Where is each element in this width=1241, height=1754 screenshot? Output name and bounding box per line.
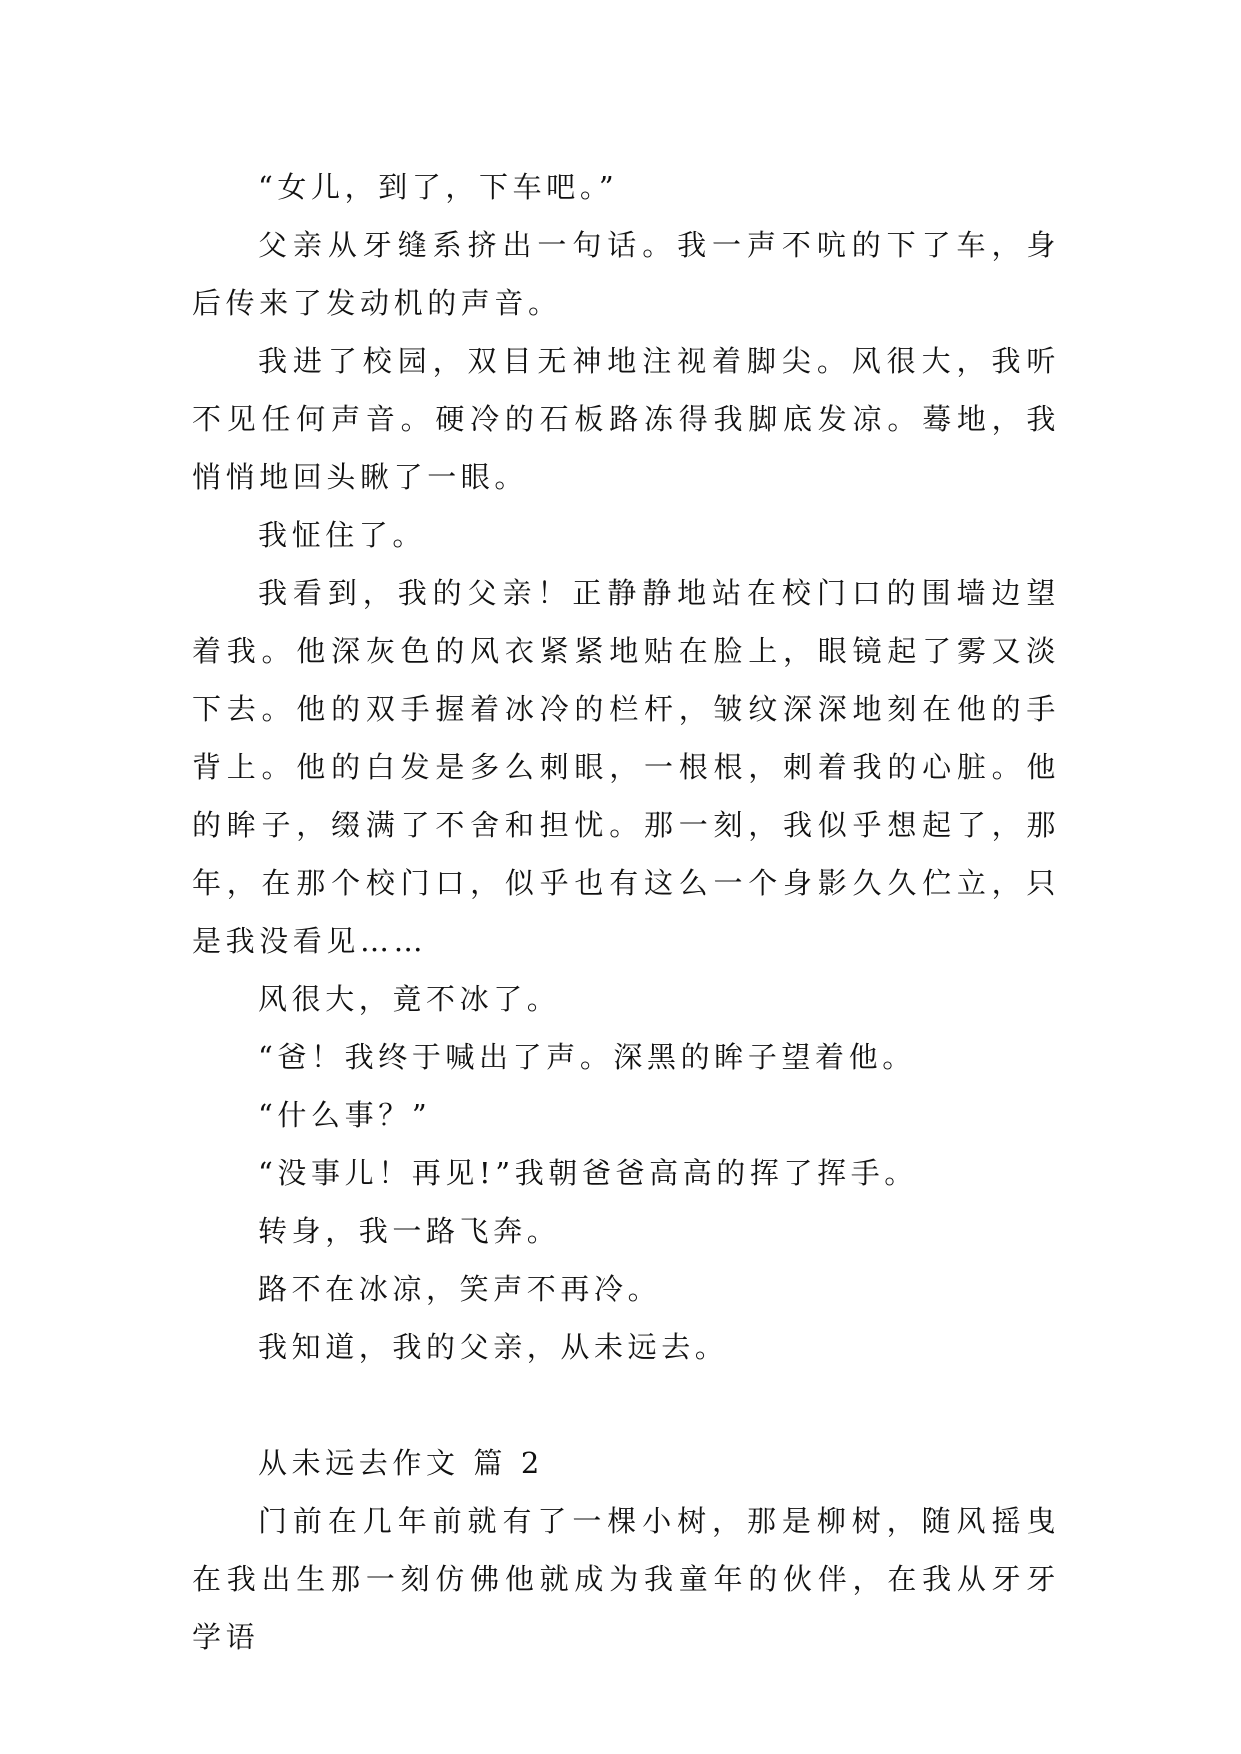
document-page <box>192 158 1060 1666</box>
paragraph: “没事儿！再见!”我朝爸爸高高的挥了挥手。 <box>258 1156 918 1190</box>
paragraph: 父亲从牙缝系挤出一句话。我一声不吭的下了车，身后传来了发动机的声音。 <box>192 228 1060 320</box>
paragraph: 路不在冰凉，笑声不再冷。 <box>258 1272 662 1306</box>
paragraph: 我看到，我的父亲！正静静地站在校门口的围墙边望着我。他深灰色的风衣紧紧地贴在脸上，眼镜起了雾又淡下去。他的双手握着冰冷的栏杆，皱纹深深地刻在他的手背上。他的白发是多么刺眼，一根根，刺着我的心脏。他的眸子，缀满了不舍和担忧。那一刻，我似乎想起了，那年，在那个校门口，似乎也有这么一个身影久久伫立，只是我没看见…… <box>192 576 1060 958</box>
paragraph: 我怔住了。 <box>258 518 427 552</box>
paragraph: 我进了校园，双目无神地注视着脚尖。风很大，我听不见任何声音。硬冷的石板路冻得我脚底发凉。蓦地，我悄悄地回头瞅了一眼。 <box>192 344 1060 494</box>
paragraph: “爸！我终于喊出了声。深黑的眸子望着他。 <box>258 1040 916 1074</box>
paragraph: 我知道，我的父亲，从未远去。 <box>258 1330 729 1364</box>
section-title: 从未远去作文 篇 2 <box>258 1446 544 1480</box>
paragraph: “什么事？” <box>258 1098 432 1132</box>
paragraph: 风很大，竟不冰了。 <box>258 982 561 1016</box>
paragraph: 转身，我一路飞奔。 <box>258 1214 561 1248</box>
paragraph: “女儿，到了，下车吧。” <box>258 170 619 204</box>
paragraph: 门前在几年前就有了一棵小树，那是柳树，随风摇曳在我出生那一刻仿佛他就成为我童年的伙伴，在我从牙牙学语 <box>192 1504 1060 1654</box>
